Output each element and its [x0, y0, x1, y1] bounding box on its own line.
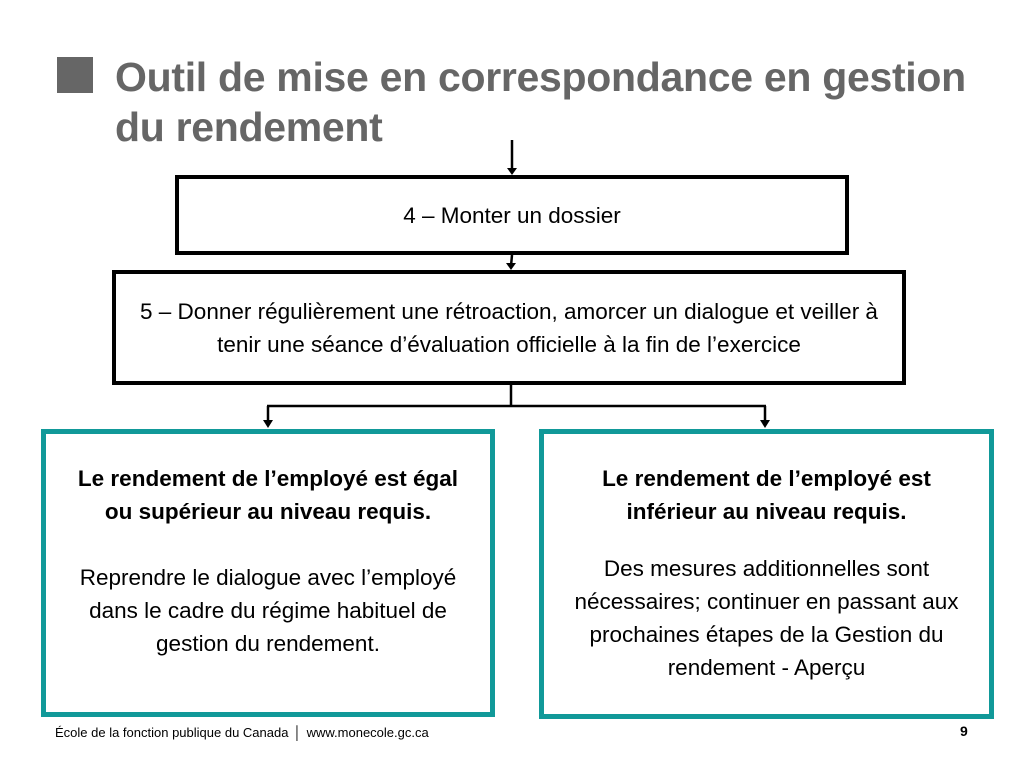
outcome-meets-box: [41, 429, 495, 717]
page-title: Outil de mise en correspondance en gestion du rendement: [115, 54, 966, 150]
footer: [55, 725, 429, 740]
step-5-label: 5 – Donner régulièrement une rétroaction, amorcer un dialogue et veiller à tenir une séance d’évaluation officielle à la fin de l’exercice: [140, 298, 878, 357]
footer-organization: École de la fonction publique du Canada: [55, 725, 289, 740]
outcome-meets-text: Reprendre le dialogue avec l’employé dans le cadre du régime habituel de gestion du rendement.: [79, 565, 457, 656]
branch-right-head: [760, 420, 770, 428]
outcome-below-heading: Le rendement de l’employé est inférieur au niveau requis.: [602, 466, 931, 524]
step-4-box: [175, 175, 849, 255]
step-5-box: [112, 270, 906, 385]
outcome-meets-heading: Le rendement de l’employé est égal ou supérieur au niveau requis.: [77, 466, 459, 524]
step-4-label: 4 – Monter un dossier: [403, 202, 621, 228]
outcome-below-box: [539, 429, 994, 719]
footer-website: www.monecole.gc.ca: [306, 725, 429, 740]
spacer: [558, 528, 975, 552]
arrow-step4-to-step5-head: [506, 263, 516, 270]
spacer: [64, 528, 472, 561]
branch-left-head: [263, 420, 273, 428]
footer-separator: │: [293, 725, 302, 740]
arrow-into-step4-head: [507, 168, 517, 175]
outcome-below-text: Des mesures additionnelles sont nécessaires; continuer en passant aux prochaines étapes de la Gestion du rendement - Aperçu: [574, 556, 959, 680]
page-number: 9: [960, 723, 968, 739]
